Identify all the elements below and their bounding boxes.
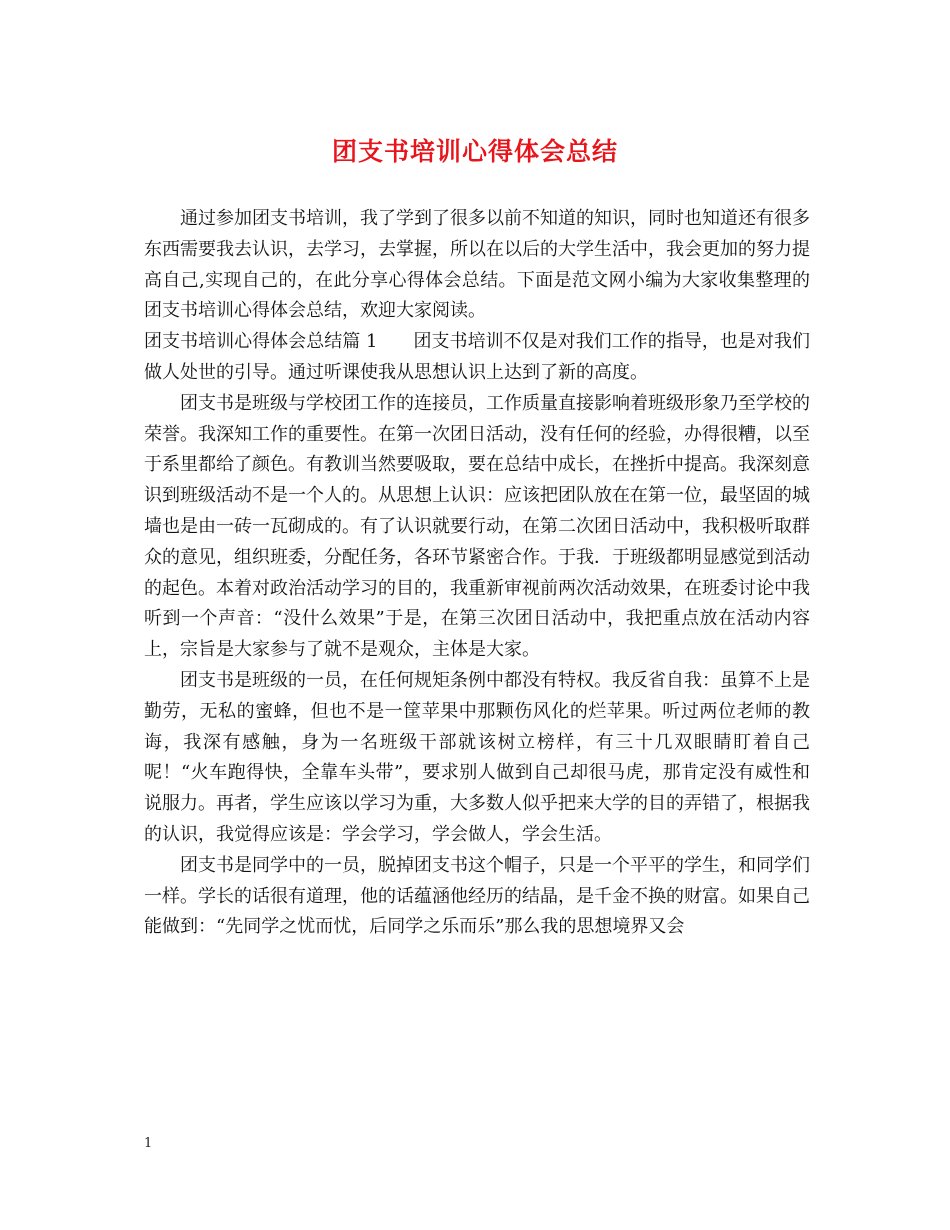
body-paragraph-2: 团支书是班级与学校团工作的连接员，工作质量直接影响着班级形象乃至学校的荣誉。我深知工作的重要性。在第一次团日活动，没有任何的经验，办得很糟，以至于系里都给了颜色。有教训当然要吸取，要在总结中成长，在挫折中提高。我深刻意识到班级活动不是一个人的。从思想上认识：应该把团队放在在第一位，最坚固的城墙也是由一砖一瓦砌成的。有了认识就要行动，在第二次团日活动中，我积极听取群众的意见，组织班委，分配任务，各环节紧密合作。于我．于班级都明显感觉到活动的起色。本着对政治活动学习的目的，我重新审视前两次活动效果，在班委讨论中我听到一个声音：“没什么效果”于是，在第三次团日活动中，我把重点放在活动内容上，宗旨是大家参与了就不是观众，主体是大家。 bbox=[144, 392, 810, 661]
document-body bbox=[144, 204, 810, 943]
section-paragraph-1-text: 团支书培训不仅是对我们工作的指导，也是对我们做人处世的引导。通过听课使我从思想认识上达到了新的高度。 bbox=[144, 331, 810, 383]
intro-paragraph: 通过参加团支书培训，我了学到了很多以前不知道的知识，同时也知道还有很多东西需要我去认识，去学习，去掌握，所以在以后的大学生活中，我会更加的努力提高自己,实现自己的，在此分享心得体会总结。下面是范文网小编为大家收集整理的团支书培训心得体会总结，欢迎大家阅读。 bbox=[144, 208, 810, 322]
document-title: 团支书培训心得体会总结 bbox=[331, 137, 618, 166]
section-heading: 团支书培训心得体会总结篇 1 bbox=[144, 331, 378, 353]
body-paragraph-3: 团支书是班级的一员，在任何规矩条例中都没有特权。我反省自我：虽算不上是勤劳，无私的蜜蜂，但也不是一筐苹果中那颗伤风化的烂苹果。听过两位老师的教诲，我深有感触，身为一名班级干部就该树立榜样，有三十几双眼睛盯着自己呢！“火车跑得快，全靠车头带”，要求别人做到自己却很马虎，那肯定没有威性和说服力。再者，学生应该以学习为重，大多数人似乎把来大学的目的弄错了，根据我的认识，我觉得应该是：学会学习，学会做人，学会生活。 bbox=[144, 669, 810, 845]
section-paragraph-1 bbox=[144, 327, 810, 389]
page-number: 1 bbox=[144, 1136, 153, 1151]
body-paragraph-4: 团支书是同学中的一员，脱掉团支书这个帽子，只是一个平平的学生，和同学们一样。学长的话很有道理，他的话蕴涵他经历的结晶，是千金不换的财富。如果自己能做到：“先同学之忧而忧，后同学之乐而乐”那么我的思想境界又会 bbox=[144, 854, 810, 938]
